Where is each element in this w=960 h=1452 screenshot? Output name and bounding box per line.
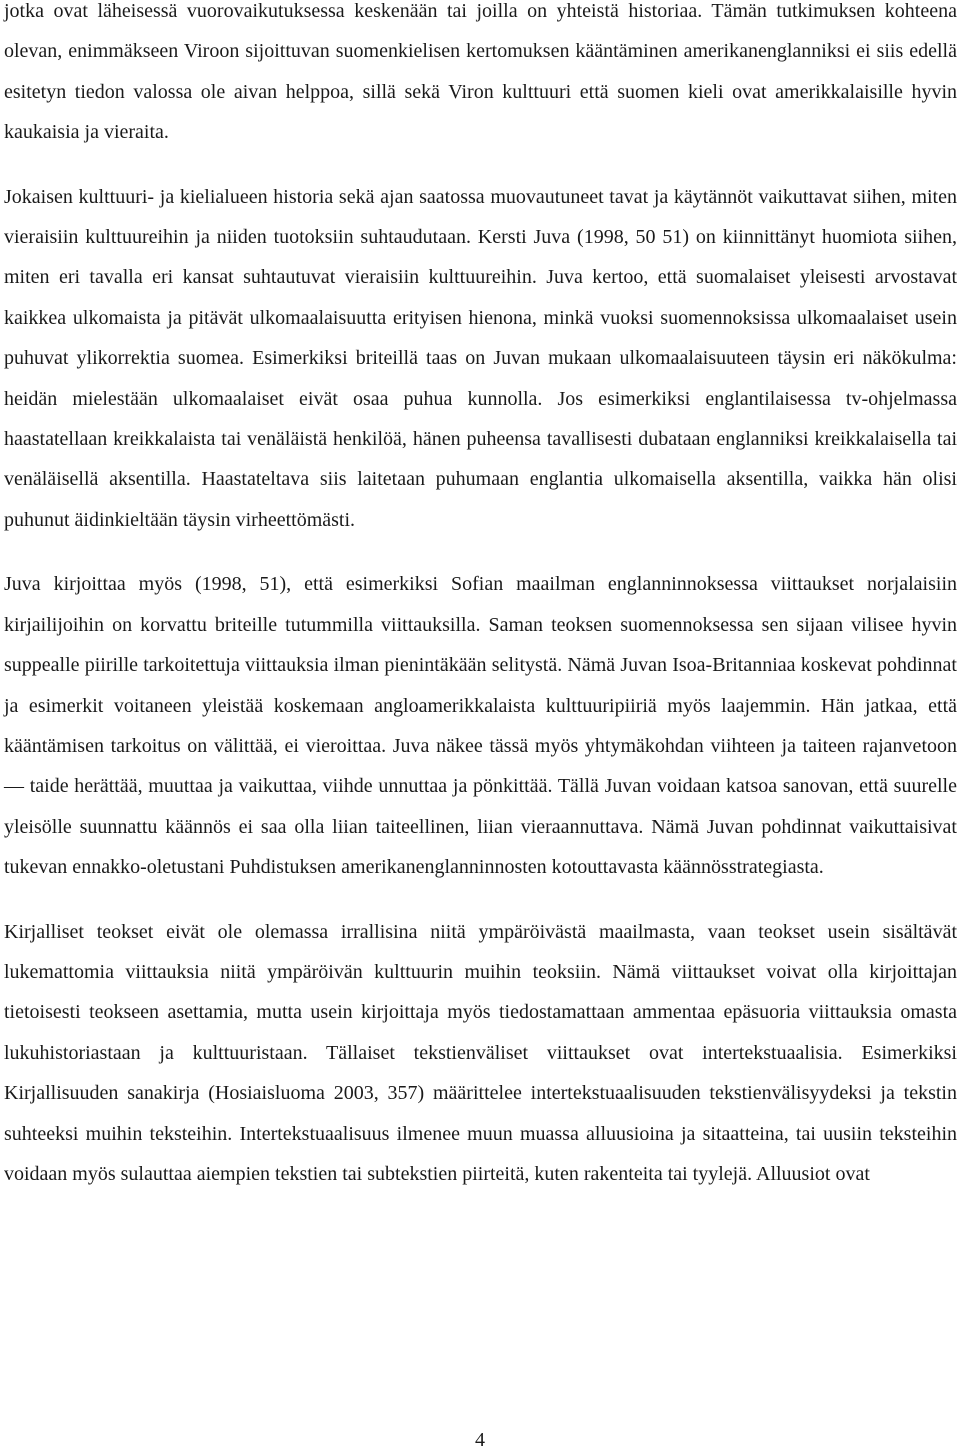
paragraph-gap — [4, 153, 957, 177]
page-number: 4 — [475, 1429, 485, 1451]
document-page — [4, 0, 957, 1194]
paragraph-2: Jokaisen kulttuuri- ja kielialueen historia sekä ajan saatossa muovautuneet tavat ja käytännöt vaikuttavat siihen, miten vieraisiin kulttuureihin ja niiden tuotoksiin suhtaudutaan. Kersti Juva (1998, 50 51) on kiinnittänyt huomiota siihen, miten eri tavalla eri kansat suhtautuvat vieraisiin kulttuureihin. Juva kertoo, että suomalaiset yleisesti arvostavat kaikkea ulkomaista ja pitävät ulkomaalaisuutta erityisen hienona, minkä vuoksi suomennoksissa ulkomaalaiset usein puhuvat ylikorrektia suomea. Esimerkiksi briteillä taas on Juvan mukaan ulkomaalaisuuteen täysin eri näkökulma: heidän mielestään ulkomaalaiset eivät osaa puhua kunnolla. Jos esimerkiksi englantilaisessa tv-ohjelmassa haastatellaan kreikkalaista tai venäläistä henkilöä, hänen puheensa tavallisesti dubataan englanniksi kreikkalaisella tai venäläisellä aksentilla. Haastateltava siis laitetaan puhumaan englantia ulkomaisella aksentilla, vaikka hän olisi puhunut äidinkieltään täysin virheettömästi. — [4, 185, 957, 531]
paragraph-gap — [4, 888, 957, 912]
paragraph-gap — [4, 540, 957, 564]
paragraph-4: Kirjalliset teokset eivät ole olemassa irrallisina niitä ympäröivästä maailmasta, vaan teokset usein sisältävät lukemattomia viittauksia niitä ympäröivän kulttuurin muihin teoksiin. Nämä viittaukset voivat olla kirjoittajan tietoisesti teokseen asettamia, mutta usein kirjoittaja myös tiedostamattaan ammentaa epäsuoria viittauksia omasta lukuhistoriastaan ja kulttuuristaan. Tällaiset tekstienväliset viittaukset ovat intertekstuaalisia. Esimerkiksi Kirjallisuuden sanakirja (Hosiaisluoma 2003, 357) määrittelee intertekstuaalisuuden tekstienvälisyydeksi ja tekstin suhteeksi muihin teksteihin. Intertekstuaalisuus ilmenee muun muassa alluusioina ja sitaatteina, tai uusiin teksteihin voidaan myös sulauttaa aiempien tekstien tai subtekstien piirteitä, kuten rakenteita tai tyylejä. Alluusiot ovat — [4, 920, 957, 1185]
paragraph-1: jotka ovat läheisessä vuorovaikutuksessa keskenään tai joilla on yhteistä historiaa. Tämän tutkimuksen kohteena olevan, enimmäkseen Viroon sijoittuvan suomenkielisen kertomuksen kääntäminen amerikanenglanniksi ei siis edellä esitetyn tiedon valossa ole aivan helppoa, sillä sekä Viron kulttuuri että suomen kieli ovat amerikkalaisille hyvin kaukaisia ja vieraita. — [4, 0, 957, 144]
paragraph-3: Juva kirjoittaa myös (1998, 51), että esimerkiksi Sofian maailman englanninnoksessa viittaukset norjalaisiin kirjailijoihin on korvattu briteille tutummilla viittauksilla. Saman teoksen suomennoksessa sen sijaan vilisee hyvin suppealle piirille tarkoitettuja viittauksia ilman pienintäkään selitystä. Nämä Juvan Isoa-Britanniaa koskevat pohdinnat ja esimerkit voitaneen yleistää koskemaan angloamerikkalaista kulttuuripiiriä myös laajemmin. Hän jatkaa, että kääntämisen tarkoitus on välittää, ei vieroittaa. Juva näkee tässä myös yhtymäkohdan viihteen ja taiteen rajanvetoon — taide herättää, muuttaa ja vaikuttaa, viihde unnuttaa ja pönkittää. Tällä Juvan voidaan katsoa sanovan, että suurelle yleisölle suunnattu käännös ei saa olla liian taiteellinen, liian vieraannuttava. Nämä Juvan pohdinnat vaikuttaisivat tukevan ennakko-oletustani Puhdistuksen amerikanenglanninnosten kotouttavasta käännösstrategiasta. — [4, 573, 957, 879]
